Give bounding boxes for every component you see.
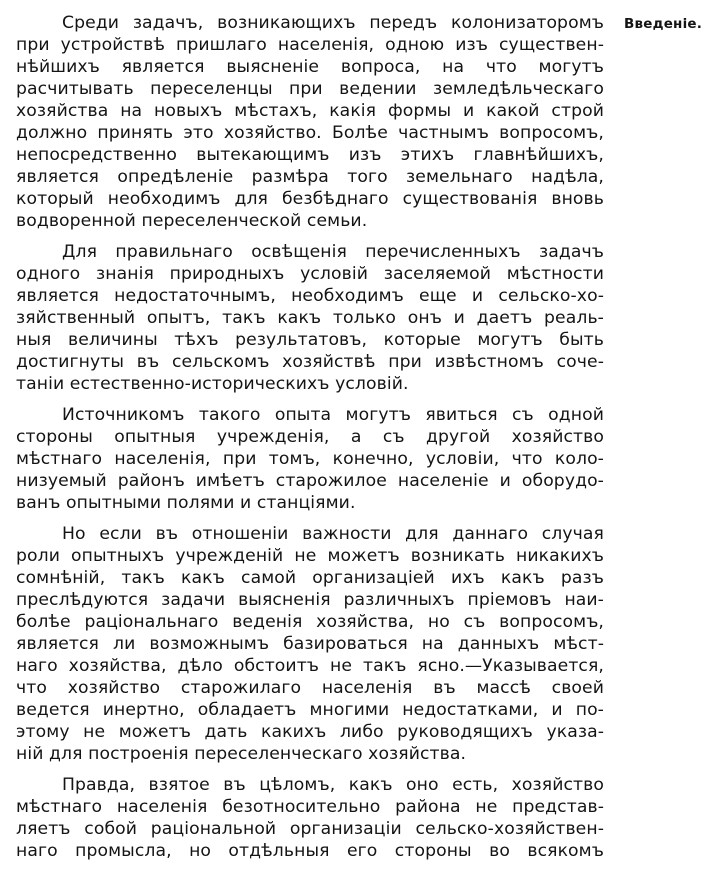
text-line: Для правильнаго освѣщенія перечисленныхъ задачъ [62, 242, 604, 262]
text-line: расчитывать переселенцы при ведении земледѣльческаго [16, 79, 604, 99]
text-line: наго промысла, но отдѣльныя его стороны во всякомъ [16, 841, 604, 861]
text-line: что хозяйство старожилаго населенія въ массѣ своей [16, 678, 604, 698]
text-line: ляетъ собой раціональной организаціи сельско-хозяйствен- [16, 819, 604, 839]
text-line: непосредственно вытекающимъ изъ этихъ главнѣйшихъ, [16, 145, 604, 165]
text-line: ныя величины тѣхъ результатовъ, которые могутъ быть [16, 330, 604, 350]
text-line: хозяйства на новыхъ мѣстахъ, какія формы и какой строй [16, 101, 604, 121]
text-line: одного знанія природныхъ условій заселяемой мѣстности [16, 264, 604, 284]
paragraph [16, 774, 604, 862]
text-line: Но если въ отношеніи важности для даннаго случая [62, 524, 604, 544]
text-line: Среди задачъ, возникающихъ передъ колонизаторомъ [62, 13, 604, 33]
text-line: этому не можетъ дать какихъ либо руководящихъ указа- [16, 722, 604, 742]
paragraph [16, 12, 604, 232]
text-line: сомнѣній, такъ какъ самой организаціей ихъ какъ разъ [16, 568, 604, 588]
text-line: преслѣдуются задачи выясненія различныхъ пріемовъ наи- [16, 590, 604, 610]
body-text [16, 12, 604, 871]
text-line: мѣстнаго населенія, при томъ, конечно, условіи, что коло- [16, 449, 604, 469]
text-line: является ли возможнымъ базироваться на данныхъ мѣст- [16, 634, 604, 654]
text-line: ній для построенія переселенческаго хозяйства. [16, 744, 467, 764]
text-line: таніи естественно-историческихъ условій. [16, 374, 409, 394]
text-line: болѣе раціональнаго веденія хозяйства, но съ вопросомъ, [16, 612, 604, 632]
paragraph [16, 523, 604, 765]
text-line: при устройствѣ пришлаго населенія, одною изъ существен- [16, 35, 604, 55]
text-line: ванъ опытными полями и станціями. [16, 493, 356, 513]
text-line: должно принять это хозяйство. Болѣе частнымъ вопросомъ, [16, 123, 604, 143]
text-line: стороны опытныя учрежденія, а съ другой хозяйство [16, 427, 604, 447]
text-line: низуемый районъ имѣетъ старожилое населеніе и оборудо- [16, 471, 604, 491]
text-line: является опредѣленіе размѣра того земельнаго надѣла, [16, 167, 604, 187]
paragraph [16, 241, 604, 395]
text-line: мѣстнаго населенія безотносительно района не представ- [16, 797, 604, 817]
text-line: наго хозяйства, дѣло обстоитъ не такъ ясно.—Указывается, [16, 656, 604, 676]
paragraph [16, 404, 604, 514]
text-line: зяйственный опытъ, такъ какъ только онъ и даетъ реаль- [16, 308, 604, 328]
text-line: водворенной переселенческой семьи. [16, 211, 368, 231]
text-line: достигнуты въ сельскомъ хозяйствѣ при извѣстномъ соче- [16, 352, 604, 372]
text-line: который необходимъ для безбѣднаго существованія вновь [16, 189, 604, 209]
text-line: нѣйшихъ является выясненіе вопроса, на что могутъ [16, 57, 604, 77]
text-line: роли опытныхъ учрежденій не можетъ возникать никакихъ [16, 546, 604, 566]
text-line: ведется инертно, обладаетъ многими недостатками, и по- [16, 700, 604, 720]
text-line: Правда, взятое въ цѣломъ, какъ оно есть, хозяйство [62, 775, 604, 795]
margin-note: Введеніе. [624, 16, 703, 32]
text-line: Источникомъ такого опыта могутъ явиться съ одной [62, 405, 604, 425]
text-line: является недостаточнымъ, необходимъ еще и сельско-хо- [16, 286, 604, 306]
